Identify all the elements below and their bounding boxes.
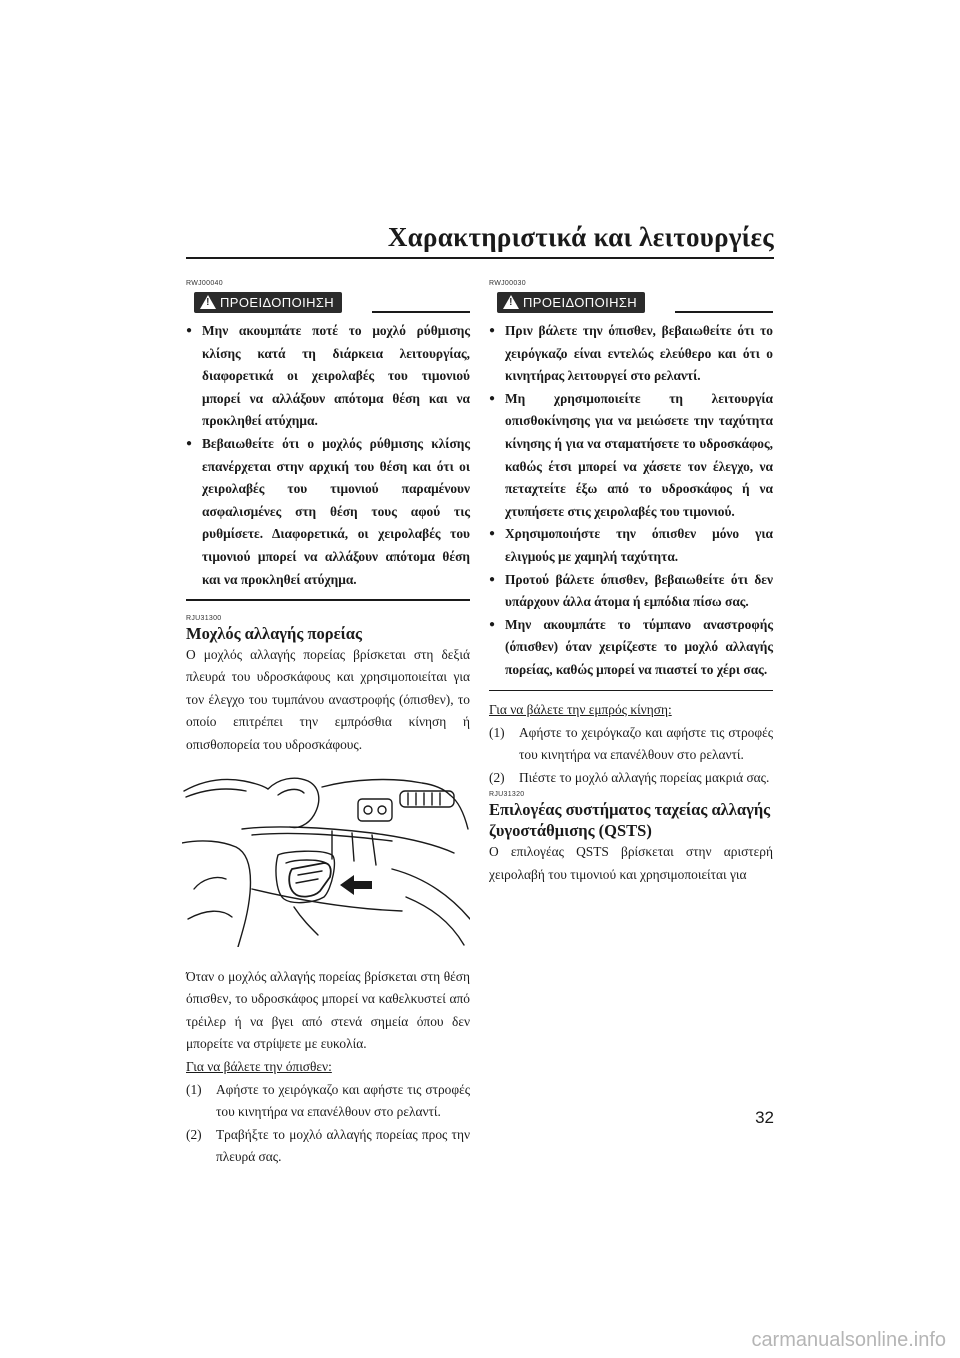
step-item	[489, 767, 773, 790]
step-text: Αφήστε το χειρόγκαζο και αφήστε τις στροφές του κινητήρα να επανέλθουν στο ρελαντί.	[216, 1081, 470, 1120]
section-intro: Ο επιλογέας QSTS βρίσκεται στην αριστερή χειρολαβή του τιμονιού και χρησιμοποιείται για	[489, 844, 773, 882]
left-column	[186, 280, 470, 1169]
forward-subheading: Για να βάλετε την εμπρός κίνηση:	[489, 702, 672, 717]
step-number: (2)	[186, 1126, 202, 1142]
step-text: Αφήστε το χειρόγκαζο και αφήστε τις στροφές του κινητήρα να επανέλθουν στο ρελαντί.	[519, 724, 773, 763]
warning-item: ● Μην ακουμπάτε ποτέ το μοχλό ρύθμισης κλίσης κατά τη διάρκεια λειτουργίας, διαφορετικά οι χειρολαβές του τιμονιού μπορεί να αλλάξουν απότομα θέση και να προκληθεί ατύχημα.	[186, 320, 470, 433]
section-code: RJU31320	[489, 791, 525, 799]
step-text: Τραβήξτε το μοχλό αλλαγής πορείας προς την πλευρά σας.	[216, 1126, 470, 1165]
step-text: Πιέστε το μοχλό αλλαγής πορείας μακριά σας.	[519, 769, 770, 785]
warning-item: ● Βεβαιωθείτε ότι ο μοχλός ρύθμισης κλίσης επανέρχεται στην αρχική του θέση και ότι οι χειρολαβές του τιμονιού παραμένουν ασφαλισμένες στη θέση τους αφού τις ρυθμίσετε. Διαφορετικά, οι χειρολαβές του τιμονιού μπορεί να αλλάξουν απότομα θέση και να προκληθεί ατύχημα.	[186, 433, 470, 591]
section-code: RJU31300	[186, 614, 222, 622]
step-number: (2)	[489, 769, 505, 785]
step-item	[186, 1079, 470, 1124]
warning-label: ΠΡΟΕΙΔΟΠΟΙΗΣΗ	[220, 295, 335, 310]
right-column	[489, 280, 773, 887]
forward-steps	[489, 722, 773, 790]
shift-lever-reverse-info: Όταν ο μοχλός αλλαγής πορείας βρίσκεται στη θέση όπισθεν, το υδροσκάφος μπορεί να καθελκυστεί από τρέιλερ ή να βγει από στενά σημεία όπου δεν μπορείτε να στρίψετε με ευκολία.	[186, 968, 470, 1052]
warning-header	[489, 290, 773, 314]
warning-item: ● Προτού βάλετε όπισθεν, βεβαιωθείτε ότι δεν υπάρχουν άλλα άτομα ή εμπόδια πίσω σας.	[489, 569, 773, 614]
warning-list	[186, 320, 470, 591]
warning-badge	[194, 292, 342, 313]
section-intro: Ο μοχλός αλλαγής πορείας βρίσκεται στη δεξιά πλευρά του υδροσκάφους και χρησιμοποιείται για τον έλεγχο του τυμπάνου αναστροφής (όπισθεν), το οποίο επιτρέπει την εμπρόσθια κίνηση ή οπισθοπορεία του υδροσκάφους.	[186, 646, 470, 752]
step-item	[489, 722, 773, 767]
watermark: carmanualsonline.info	[751, 1329, 946, 1351]
warning-item: ● Χρησιμοποιήστε την όπισθεν μόνο για ελιγμούς με χαμηλή ταχύτητα.	[489, 523, 773, 568]
warning-end-rule	[489, 690, 773, 692]
section-title: Επιλογέας συστήματος ταχείας αλλαγής ζυγοστάθμισης (QSTS)	[489, 800, 771, 841]
page-header-title: Χαρακτηριστικά και λειτουργίες	[387, 222, 774, 252]
warning-item: ● Μη χρησιμοποιείτε τη λειτουργία οπισθοκίνησης για να μειώσετε την ταχύτητα κίνησης ή για να σταματήσετε το υδροσκάφος, καθώς έτσι μπορεί να χάσετε τον έλεγχο, να πεταχτείτε έξω από το υδροσκάφος ή να χτυπήσετε στις χειρολαβές του τιμονιού.	[489, 388, 773, 524]
warning-item: ● Μην ακουμπάτε το τύμπανο αναστροφής (όπισθεν) όταν χειρίζεστε το μοχλό αλλαγής πορείας, καθώς μπορεί να πιαστεί το χέρι σας.	[489, 614, 773, 682]
warning-end-rule	[186, 599, 470, 601]
warning-header	[186, 290, 470, 314]
exclamation-icon: !	[206, 297, 210, 308]
step-number: (1)	[186, 1081, 202, 1097]
step-item	[186, 1124, 470, 1169]
reverse-steps	[186, 1079, 470, 1169]
warning-rule	[675, 311, 773, 313]
warning-code: RWJ00030	[489, 280, 526, 287]
warning-list	[489, 320, 773, 682]
warning-label: ΠΡΟΕΙΔΟΠΟΙΗΣΗ	[523, 295, 638, 310]
step-number: (1)	[489, 724, 505, 740]
shift-lever-illustration	[182, 769, 470, 947]
warning-rule	[372, 311, 470, 313]
header-rule	[186, 257, 774, 259]
exclamation-icon: !	[509, 297, 513, 308]
warning-item: ● Πριν βάλετε την όπισθεν, βεβαιωθείτε ότι το χειρόγκαζο είναι εντελώς ελεύθερο και ότι ο κινητήρας λειτουργεί στο ρελαντί.	[489, 320, 773, 388]
page-number: 32	[755, 1108, 774, 1127]
section-title: Μοχλός αλλαγής πορείας	[186, 623, 362, 643]
reverse-subheading: Για να βάλετε την όπισθεν:	[186, 1058, 332, 1074]
warning-badge	[497, 292, 645, 313]
warning-code: RWJ00040	[186, 280, 223, 287]
